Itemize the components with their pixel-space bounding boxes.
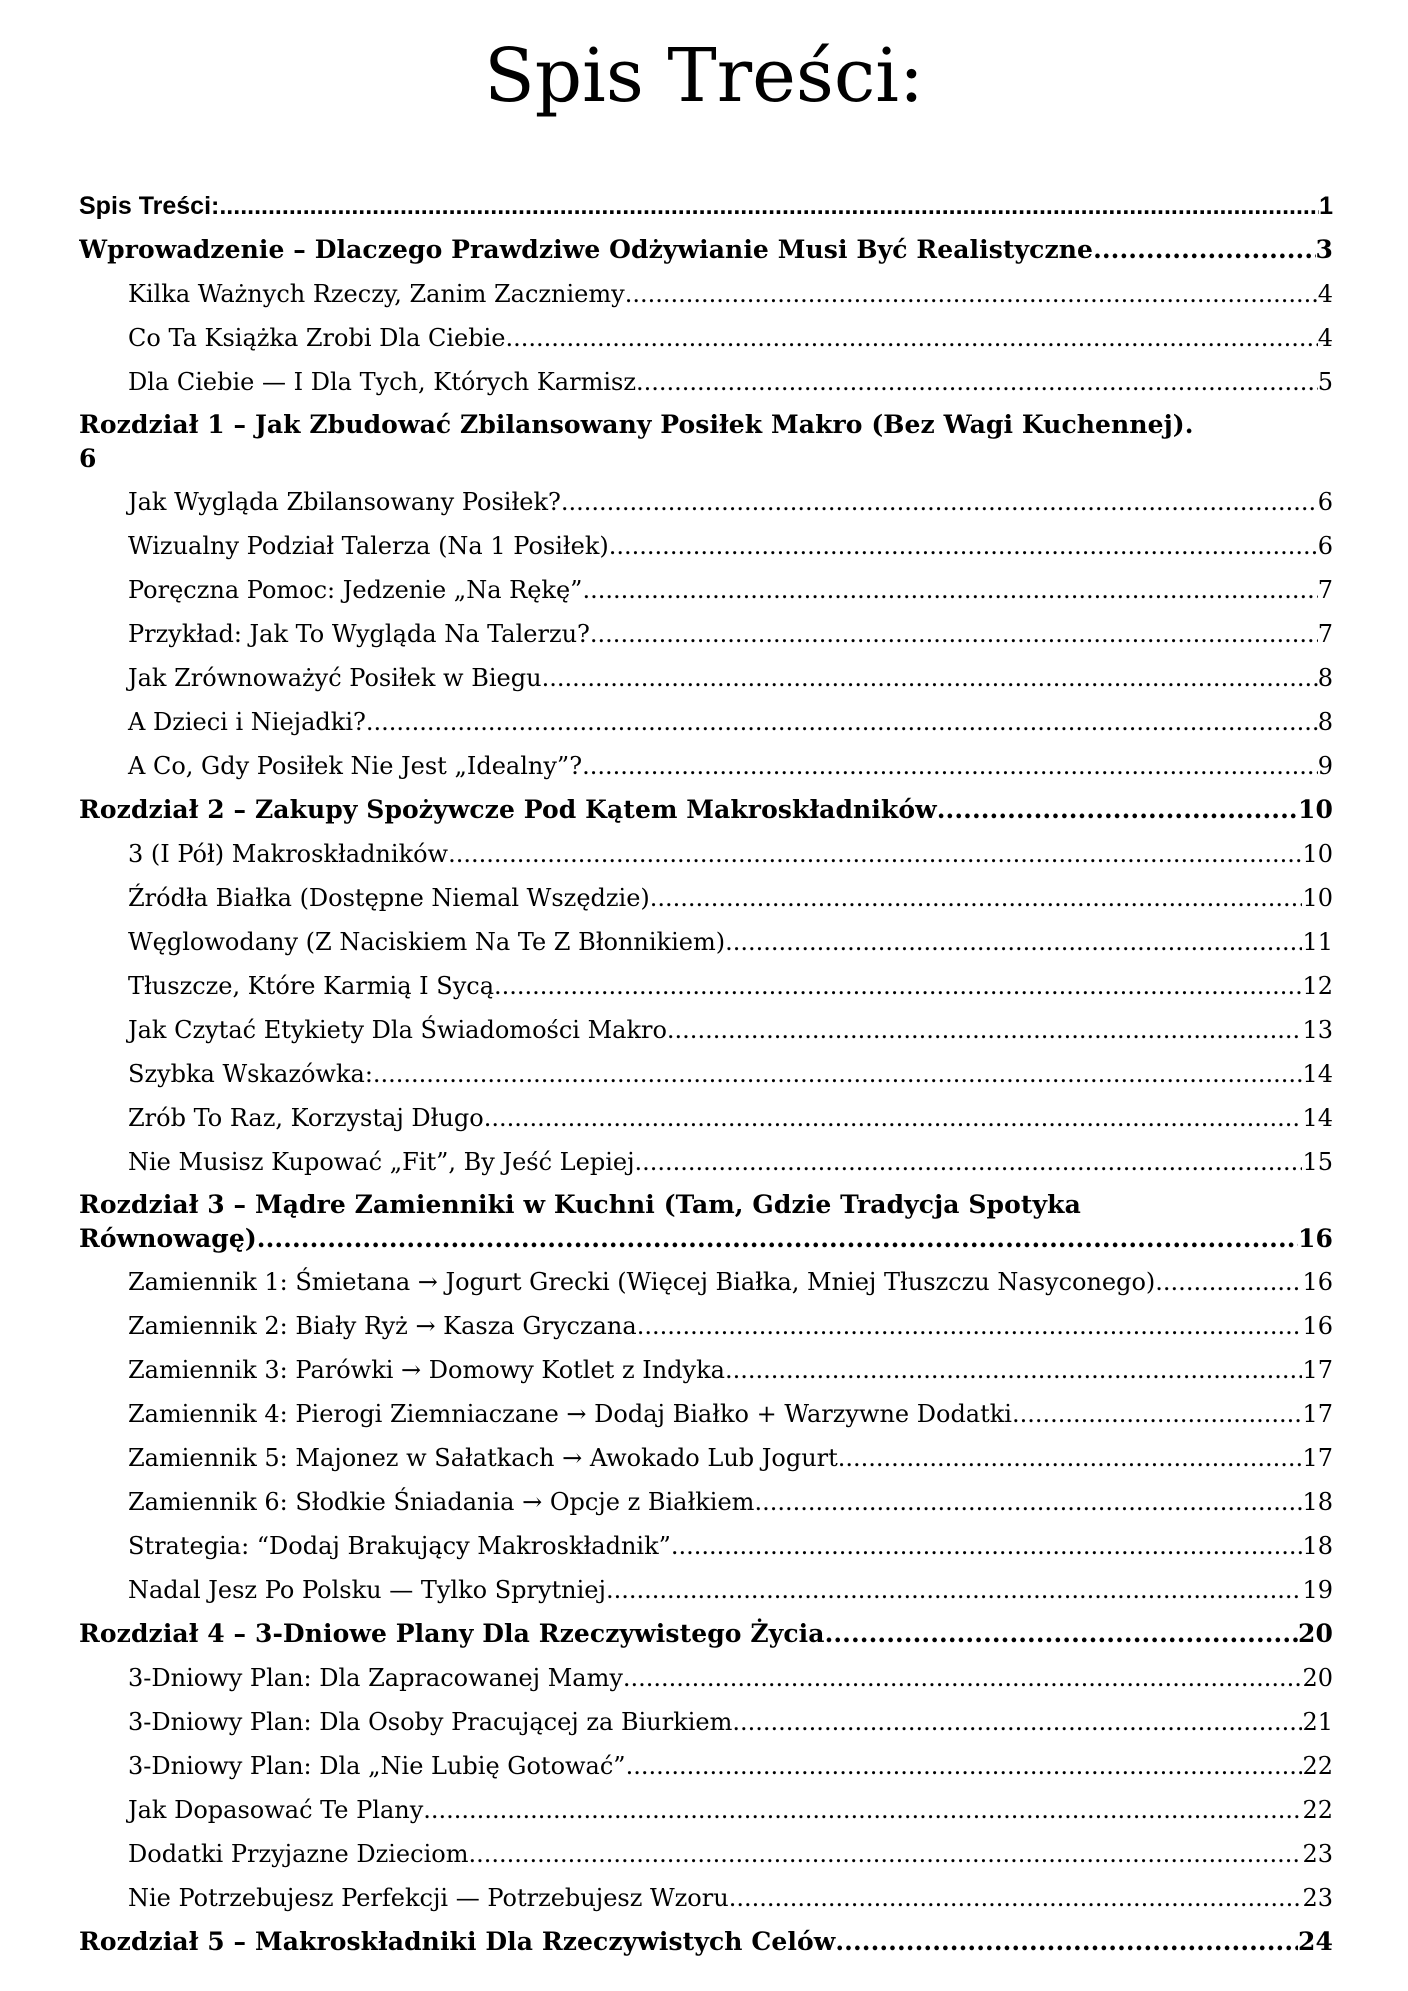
toc-section-entry[interactable]: [79, 1140, 1333, 1184]
toc-page-number: 23: [1302, 1884, 1333, 1912]
leader-dots: [1093, 228, 1315, 272]
toc-section-entry[interactable]: [79, 1304, 1333, 1348]
leader-dots: [637, 1304, 1303, 1348]
toc-section-entry[interactable]: [79, 1260, 1333, 1304]
toc-section-entry[interactable]: [79, 920, 1333, 964]
toc-section-entry[interactable]: [79, 480, 1333, 524]
leader-dots: [1155, 1260, 1302, 1304]
toc-section-entry[interactable]: [79, 1832, 1333, 1876]
toc-entry-label: Zrób To Raz, Korzystaj Długo: [128, 1104, 484, 1132]
toc-section-entry[interactable]: [79, 700, 1333, 744]
leader-dots: [505, 316, 1317, 360]
toc-section-entry[interactable]: [79, 1436, 1333, 1480]
toc-section-entry[interactable]: [79, 744, 1333, 788]
toc-page-number: 8: [1317, 708, 1333, 736]
leader-dots: [257, 1222, 1298, 1256]
toc-section-entry[interactable]: [79, 1524, 1333, 1568]
toc-page-number: 22: [1302, 1796, 1333, 1824]
toc-page-number: 17: [1302, 1356, 1333, 1384]
toc-section-entry[interactable]: [79, 1700, 1333, 1744]
toc-page-number: 14: [1302, 1104, 1333, 1132]
toc-entry-label: Jak Czytać Etykiety Dla Świadomości Makro: [128, 1016, 667, 1044]
toc-entry-label: Rozdział 1 – Jak Zbudować Zbilansowany Posiłek Makro (Bez Wagi Kuchennej).: [79, 410, 1194, 439]
toc-page-number: 17: [1302, 1444, 1333, 1472]
leader-dots: [732, 1700, 1302, 1744]
toc-entry-label: Nadal Jesz Po Polsku — Tylko Sprytniej: [128, 1576, 606, 1604]
toc-entry-label: Wizualny Podział Talerza (Na 1 Posiłek): [128, 532, 609, 560]
leader-dots: [937, 788, 1298, 832]
toc-page-number: 12: [1302, 972, 1333, 1000]
toc-entry-label: Spis Treści:: [79, 192, 220, 220]
toc-entry-label: Zamiennik 5: Majonez w Sałatkach → Awokado Lub Jogurt: [128, 1444, 838, 1472]
leader-dots: [835, 1920, 1298, 1964]
toc-section-entry[interactable]: [79, 1480, 1333, 1524]
leader-dots: [838, 1436, 1303, 1480]
toc-entry-label: Węglowodany (Z Naciskiem Na Te Z Błonnikiem): [128, 928, 726, 956]
toc-section-entry[interactable]: [79, 524, 1333, 568]
toc-page-number: 7: [1317, 620, 1333, 648]
toc-entry-label: Kilka Ważnych Rzeczy, Zanim Zaczniemy: [128, 280, 625, 308]
toc-page-number: 1: [1319, 192, 1333, 220]
toc-page-number: 6: [1317, 532, 1333, 560]
toc-section-entry[interactable]: [79, 1568, 1333, 1612]
toc-entry-label: Dla Ciebie — I Dla Tych, Których Karmisz: [128, 368, 636, 396]
toc-page-number: 15: [1302, 1148, 1333, 1176]
leader-dots: [582, 568, 1317, 612]
toc-entry-label: Rozdział 2 – Zakupy Spożywcze Pod Kątem Makroskładników: [79, 795, 937, 824]
toc-section-entry[interactable]: [79, 1876, 1333, 1920]
toc-entry-label: Co Ta Książka Zrobi Dla Ciebie: [128, 324, 506, 352]
toc-entry-label: Wprowadzenie – Dlaczego Prawdziwe Odżywianie Musi Być Realistyczne: [79, 235, 1094, 264]
leader-dots: [636, 360, 1318, 404]
toc-entry-label: Rozdział 3 – Mądre Zamienniki w Kuchni (Tam, Gdzie Tradycja Spotyka: [79, 1190, 1081, 1219]
toc-entry-label: Jak Wygląda Zbilansowany Posiłek?: [128, 488, 561, 516]
leader-dots: [373, 1052, 1303, 1096]
toc-page-number: 14: [1302, 1060, 1333, 1088]
toc-section-entry[interactable]: [79, 964, 1333, 1008]
toc-section-entry[interactable]: [79, 316, 1333, 360]
leader-dots: [626, 1744, 1303, 1788]
toc-entry-label: Zamiennik 3: Parówki → Domowy Kotlet z Indyka: [128, 1356, 725, 1384]
toc-section-entry[interactable]: [79, 1392, 1333, 1436]
toc-page-number: 21: [1302, 1708, 1333, 1736]
toc-section-entry[interactable]: [79, 1788, 1333, 1832]
leader-dots: [494, 964, 1302, 1008]
toc-page-number: 6: [1317, 488, 1333, 516]
leader-dots: [650, 876, 1303, 920]
toc-entry-label: 3 (I Pół) Makroskładników: [128, 840, 449, 868]
toc-page-number: 16: [1298, 1224, 1333, 1253]
leader-dots: [635, 1140, 1303, 1184]
toc-entry-label: Jak Dopasować Te Plany: [128, 1796, 424, 1824]
leader-dots: [609, 524, 1318, 568]
leader-dots: [219, 185, 1319, 228]
toc-entry-label: Dodatki Przyjazne Dzieciom: [128, 1840, 469, 1868]
toc-entry-label: Zamiennik 4: Pierogi Ziemniaczane → Dodaj Białko + Warzywne Dodatki: [128, 1400, 1012, 1428]
leader-dots: [484, 1096, 1303, 1140]
toc-section-entry[interactable]: [79, 360, 1333, 404]
toc-entry-label: 3-Dniowy Plan: Dla Osoby Pracującej za Biurkiem: [128, 1708, 733, 1736]
toc-page-number: 22: [1302, 1752, 1333, 1780]
toc-page-number: 24: [1298, 1927, 1333, 1956]
toc-chapter-entry[interactable]: [79, 788, 1333, 832]
leader-dots: [667, 1008, 1303, 1052]
toc-page-number: 20: [1302, 1664, 1333, 1692]
leader-dots: [729, 1876, 1303, 1920]
toc-page-number: 16: [1302, 1312, 1333, 1340]
toc-entry-label: Źródła Białka (Dostępne Niemal Wszędzie): [128, 884, 650, 912]
toc-page-number: 11: [1302, 928, 1333, 956]
leader-dots: [448, 832, 1302, 876]
toc-section-entry[interactable]: [79, 1052, 1333, 1096]
toc-page-number: 9: [1317, 752, 1333, 780]
toc-entry-label: Zamiennik 1: Śmietana → Jogurt Grecki (Więcej Białka, Mniej Tłuszczu Nasyconego): [128, 1268, 1156, 1296]
leader-dots: [590, 612, 1318, 656]
toc-page-number: 3: [1315, 235, 1333, 264]
toc-page-number: 17: [1302, 1400, 1333, 1428]
toc-chapter-entry[interactable]: [79, 404, 1333, 480]
leader-dots: [423, 1788, 1302, 1832]
leader-dots: [725, 1348, 1303, 1392]
toc-section-entry[interactable]: [79, 1096, 1333, 1140]
toc-entry-label: Tłuszcze, Które Karmią I Sycą: [128, 972, 495, 1000]
toc-page-number: 18: [1302, 1532, 1333, 1560]
toc-entry-label-continued: Równowagę): [79, 1224, 257, 1253]
toc-entry-label: 3-Dniowy Plan: Dla „Nie Lubię Gotować”: [128, 1752, 626, 1780]
leader-dots: [606, 1568, 1303, 1612]
leader-dots: [625, 272, 1318, 316]
toc-entry[interactable]: [79, 185, 1333, 228]
toc-chapter-entry[interactable]: [79, 1184, 1333, 1260]
toc-entry-label: Jak Zrównoważyć Posiłek w Biegu: [128, 664, 542, 692]
toc-page-number: 20: [1298, 1619, 1333, 1648]
toc-chapter-entry[interactable]: [79, 1920, 1333, 1964]
toc-page-number: 7: [1317, 576, 1333, 604]
toc-page-number: 16: [1302, 1268, 1333, 1296]
toc-entry-label: Nie Musisz Kupować „Fit”, By Jeść Lepiej: [128, 1148, 635, 1176]
toc-entry-label: Rozdział 4 – 3-Dniowe Plany Dla Rzeczywistego Życia: [79, 1619, 825, 1648]
leader-dots: [542, 656, 1318, 700]
leader-dots: [1012, 1392, 1302, 1436]
toc-page-number: 23: [1302, 1840, 1333, 1868]
toc-page-number: 10: [1302, 840, 1333, 868]
toc-page-number: 10: [1302, 884, 1333, 912]
page-title: Spis Treści:: [484, 33, 924, 119]
leader-dots: [725, 920, 1302, 964]
toc-section-entry[interactable]: [79, 876, 1333, 920]
toc-entry-label: Zamiennik 6: Słodkie Śniadania → Opcje z Białkiem: [128, 1488, 755, 1516]
toc-section-entry[interactable]: [79, 832, 1333, 876]
toc-section-entry[interactable]: [79, 272, 1333, 316]
toc-page-number: 6: [79, 444, 97, 473]
toc-entry-label: A Dzieci i Niejadki?: [128, 708, 366, 736]
toc-page-number: 18: [1302, 1488, 1333, 1516]
toc-page-number: 19: [1302, 1576, 1333, 1604]
table-of-contents: [79, 185, 1333, 1964]
toc-page-number: 4: [1317, 280, 1333, 308]
toc-page-number: 10: [1298, 795, 1333, 824]
toc-entry-label: Poręczna Pomoc: Jedzenie „Na Rękę”: [128, 576, 583, 604]
toc-entry-label: Przykład: Jak To Wygląda Na Talerzu?: [128, 620, 590, 648]
toc-page-number: 5: [1317, 368, 1333, 396]
toc-section-entry[interactable]: [79, 612, 1333, 656]
toc-entry-label: 3-Dniowy Plan: Dla Zapracowanej Mamy: [128, 1664, 623, 1692]
toc-entry-label: A Co, Gdy Posiłek Nie Jest „Idealny”?: [128, 752, 583, 780]
leader-dots: [366, 700, 1318, 744]
leader-dots: [825, 1612, 1298, 1656]
toc-entry-label: Strategia: “Dodaj Brakujący Makroskładnik”: [128, 1532, 671, 1560]
toc-section-entry[interactable]: [79, 1744, 1333, 1788]
toc-entry-label: Zamiennik 2: Biały Ryż → Kasza Gryczana: [128, 1312, 637, 1340]
leader-dots: [623, 1656, 1303, 1700]
leader-dots: [582, 744, 1318, 788]
toc-section-entry[interactable]: [79, 656, 1333, 700]
toc-section-entry[interactable]: [79, 1656, 1333, 1700]
toc-page-number: 4: [1317, 324, 1333, 352]
toc-section-entry[interactable]: [79, 568, 1333, 612]
leader-dots: [561, 480, 1318, 524]
toc-chapter-entry[interactable]: [79, 1612, 1333, 1656]
toc-chapter-entry[interactable]: [79, 228, 1333, 272]
toc-section-entry[interactable]: [79, 1008, 1333, 1052]
toc-page-number: 13: [1302, 1016, 1333, 1044]
leader-dots: [754, 1480, 1302, 1524]
leader-dots: [671, 1524, 1303, 1568]
toc-entry-label: Nie Potrzebujesz Perfekcji — Potrzebujesz Wzoru: [128, 1884, 729, 1912]
leader-dots: [468, 1832, 1302, 1876]
toc-page-number: 8: [1317, 664, 1333, 692]
toc-section-entry[interactable]: [79, 1348, 1333, 1392]
toc-entry-label: Szybka Wskazówka:: [128, 1060, 373, 1088]
toc-entry-label: Rozdział 5 – Makroskładniki Dla Rzeczywistych Celów: [79, 1927, 836, 1956]
